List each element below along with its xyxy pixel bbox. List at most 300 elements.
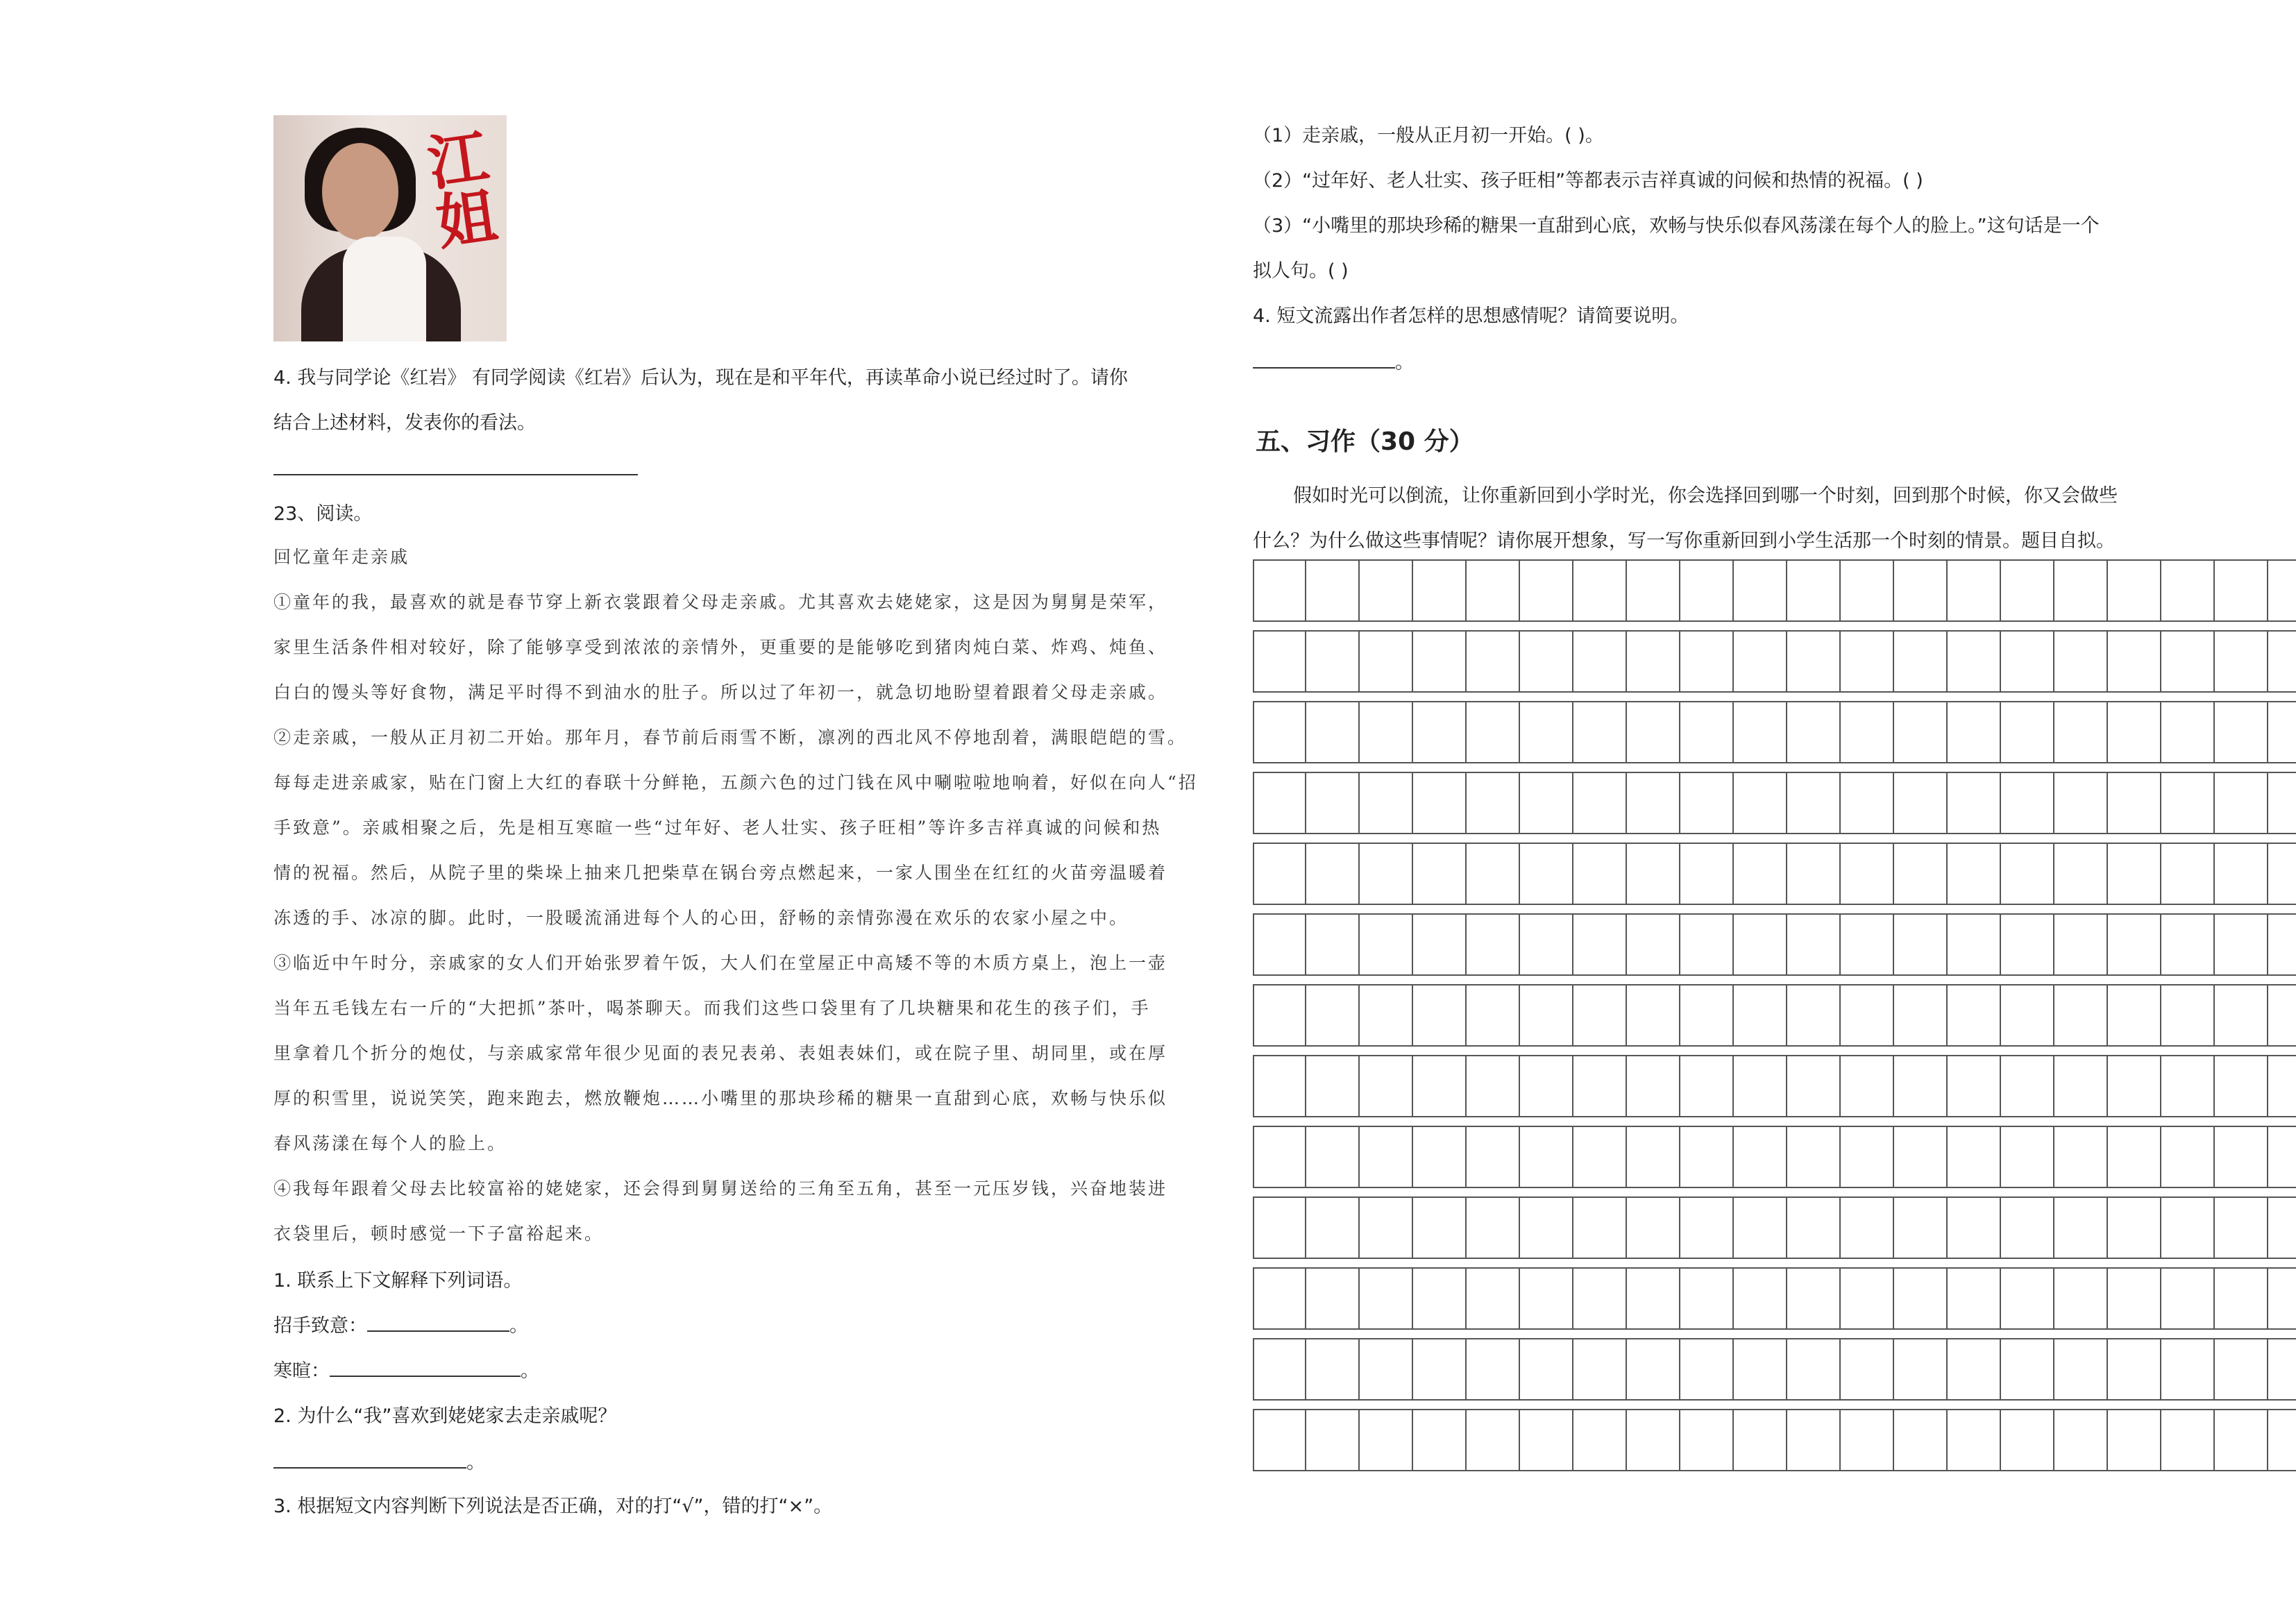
grid-cell[interactable] xyxy=(1306,561,1360,620)
grid-cell[interactable] xyxy=(1734,773,1787,833)
grid-cell[interactable] xyxy=(1894,915,1948,974)
grid-cell[interactable] xyxy=(1894,1410,1948,1470)
grid-cell[interactable] xyxy=(1734,1198,1787,1258)
grid-cell[interactable] xyxy=(2054,561,2108,620)
grid-cell[interactable] xyxy=(1520,986,1573,1045)
grid-cell[interactable] xyxy=(1627,1056,1680,1116)
grid-cell[interactable] xyxy=(2215,561,2268,620)
grid-cell[interactable] xyxy=(1306,773,1360,833)
grid-cell[interactable] xyxy=(1520,1269,1573,1328)
grid-cell[interactable] xyxy=(1787,1269,1841,1328)
grid-cell[interactable] xyxy=(1787,632,1841,691)
grid-cell[interactable] xyxy=(1306,632,1360,691)
grid-cell[interactable] xyxy=(1680,1269,1734,1328)
grid-cell[interactable] xyxy=(1360,632,1413,691)
grid-cell[interactable] xyxy=(1734,702,1787,762)
grid-cell[interactable] xyxy=(2215,1198,2268,1258)
grid-cell[interactable] xyxy=(1573,1410,1627,1470)
grid-cell[interactable] xyxy=(1520,561,1573,620)
grid-cell[interactable] xyxy=(1306,1269,1360,1328)
grid-cell[interactable] xyxy=(1413,632,1467,691)
grid-cell[interactable] xyxy=(1360,1127,1413,1187)
grid-cell[interactable] xyxy=(1787,1056,1841,1116)
grid-cell[interactable] xyxy=(2001,632,2054,691)
grid-cell[interactable] xyxy=(1787,844,1841,904)
grid-cell[interactable] xyxy=(2054,773,2108,833)
question-4-line-1: 4. 我与同学论《红岩》 有同学阅读《红岩》后认为，现在是和平年代，再读革命小说已经过时了。请你 xyxy=(273,367,1128,389)
grid-cell[interactable] xyxy=(1787,702,1841,762)
grid-cell[interactable] xyxy=(1467,1269,1520,1328)
grid-cell[interactable] xyxy=(1948,844,2001,904)
grid-cell[interactable] xyxy=(1948,1198,2001,1258)
grid-cell[interactable] xyxy=(1573,986,1627,1045)
grid-cell[interactable] xyxy=(2001,1127,2054,1187)
grid-cell[interactable] xyxy=(2108,1198,2161,1258)
grid-cell[interactable] xyxy=(1520,1410,1573,1470)
grid-cell[interactable] xyxy=(2108,1127,2161,1187)
passage-line: 厚的积雪里，说说笑笑，跑来跑去，燃放鞭炮……小嘴里的那块珍稀的糖果一直甜到心底，欢畅与快乐似 xyxy=(273,1088,1168,1108)
grid-cell[interactable] xyxy=(1253,1198,1306,1258)
answer-blank-q2[interactable] xyxy=(273,1449,466,1469)
grid-cell[interactable] xyxy=(2215,773,2268,833)
grid-cell[interactable] xyxy=(1253,561,1306,620)
grid-cell[interactable] xyxy=(1306,915,1360,974)
grid-cell[interactable] xyxy=(1413,844,1467,904)
grid-cell[interactable] xyxy=(1413,773,1467,833)
grid-cell[interactable] xyxy=(1627,561,1680,620)
grid-cell[interactable] xyxy=(2215,986,2268,1045)
grid-cell[interactable] xyxy=(1680,773,1734,833)
question-23-label: 23、阅读。 xyxy=(273,503,373,525)
period: 。 xyxy=(466,1452,485,1473)
grid-row xyxy=(1253,630,2296,693)
question-3: 3. 根据短文内容判断下列说法是否正确，对的打“√”，错的打“×”。 xyxy=(273,1496,833,1517)
grid-cell[interactable] xyxy=(1413,561,1467,620)
grid-cell[interactable] xyxy=(1467,1127,1520,1187)
grid-cell[interactable] xyxy=(2108,986,2161,1045)
photo-title-logo: 江姐 xyxy=(414,124,500,253)
grid-cell[interactable] xyxy=(1734,1339,1787,1399)
photo-scarf xyxy=(343,237,426,341)
grid-cell[interactable] xyxy=(1306,1127,1360,1187)
grid-cell[interactable] xyxy=(1894,844,1948,904)
grid-cell[interactable] xyxy=(2001,702,2054,762)
grid-cell[interactable] xyxy=(1894,1269,1948,1328)
grid-row xyxy=(1253,1409,2296,1471)
grid-cell[interactable] xyxy=(1894,702,1948,762)
grid-cell[interactable] xyxy=(1253,632,1306,691)
grid-cell[interactable] xyxy=(2161,1127,2215,1187)
grid-cell[interactable] xyxy=(1467,986,1520,1045)
grid-cell[interactable] xyxy=(1520,702,1573,762)
grid-cell[interactable] xyxy=(1573,1269,1627,1328)
grid-cell[interactable] xyxy=(2108,1269,2161,1328)
grid-cell[interactable] xyxy=(2054,1339,2108,1399)
grid-cell[interactable] xyxy=(1841,773,1894,833)
grid-cell[interactable] xyxy=(1467,844,1520,904)
grid-cell[interactable] xyxy=(1627,986,1680,1045)
grid-cell[interactable] xyxy=(1841,1269,1894,1328)
grid-cell[interactable] xyxy=(2215,915,2268,974)
grid-cell[interactable] xyxy=(2001,1339,2054,1399)
grid-cell[interactable] xyxy=(2161,1339,2215,1399)
question-1-item-b xyxy=(273,1355,539,1382)
grid-cell[interactable] xyxy=(1520,1056,1573,1116)
grid-cell[interactable] xyxy=(1360,773,1413,833)
grid-cell[interactable] xyxy=(2108,773,2161,833)
grid-cell[interactable] xyxy=(1841,1198,1894,1258)
grid-cell[interactable] xyxy=(1680,1127,1734,1187)
grid-cell[interactable] xyxy=(1948,1410,2001,1470)
grid-cell[interactable] xyxy=(2001,986,2054,1045)
photo-face xyxy=(322,143,398,240)
grid-cell[interactable] xyxy=(1787,1339,1841,1399)
answer-blank-zhaoshou[interactable] xyxy=(367,1312,509,1332)
passage-line: ③临近中午时分，亲戚家的女人们开始张罗着午饭，大人们在堂屋正中高矮不等的木质方桌上，泡上一壶 xyxy=(273,953,1168,973)
grid-row xyxy=(1253,1267,2296,1330)
grid-row xyxy=(1253,984,2296,1047)
passage-line: 当年五毛钱左右一斤的“大把抓”茶叶，喝茶聊天。而我们这些口袋里有了几块糖果和花生的孩子们，手 xyxy=(273,998,1151,1018)
grid-cell[interactable] xyxy=(1573,632,1627,691)
grid-cell[interactable] xyxy=(1627,632,1680,691)
grid-cell[interactable] xyxy=(2001,1056,2054,1116)
grid-cell[interactable] xyxy=(1306,844,1360,904)
period: 。 xyxy=(1395,352,1414,373)
grid-cell[interactable] xyxy=(2161,632,2215,691)
grid-cell[interactable] xyxy=(1467,773,1520,833)
grid-cell[interactable] xyxy=(1680,702,1734,762)
grid-cell[interactable] xyxy=(1573,773,1627,833)
grid-cell[interactable] xyxy=(1734,1410,1787,1470)
grid-cell[interactable] xyxy=(1520,1127,1573,1187)
grid-cell[interactable] xyxy=(1520,915,1573,974)
answer-blank-hanxuan[interactable] xyxy=(330,1357,521,1377)
grid-cell[interactable] xyxy=(1253,1127,1306,1187)
question-2: 2. 为什么“我”喜欢到姥姥家去走亲戚呢？ xyxy=(273,1405,617,1427)
grid-cell[interactable] xyxy=(1948,561,2001,620)
grid-cell[interactable] xyxy=(1894,773,1948,833)
grid-cell[interactable] xyxy=(2054,986,2108,1045)
grid-cell[interactable] xyxy=(1627,1339,1680,1399)
grid-cell[interactable] xyxy=(1573,915,1627,974)
grid-cell[interactable] xyxy=(1894,986,1948,1045)
grid-cell[interactable] xyxy=(1627,702,1680,762)
grid-cell[interactable] xyxy=(1467,1198,1520,1258)
passage-line: ④我每年跟着父母去比较富裕的姥姥家，还会得到舅舅送给的三角至五角，甚至一元压岁钱，兴奋地装进 xyxy=(273,1178,1168,1199)
grid-cell[interactable] xyxy=(1734,632,1787,691)
answer-line-q4[interactable] xyxy=(273,474,638,475)
grid-cell[interactable] xyxy=(2054,1127,2108,1187)
passage-line: ②走亲戚，一般从正月初二开始。那年月，春节前后雨雪不断，凛冽的西北风不停地刮着，满眼皑皑的雪。 xyxy=(273,727,1188,747)
grid-cell[interactable] xyxy=(2054,915,2108,974)
grid-cell[interactable] xyxy=(1734,1127,1787,1187)
grid-row xyxy=(1253,1055,2296,1117)
grid-cell[interactable] xyxy=(1306,1410,1360,1470)
question-4-right: 4. 短文流露出作者怎样的思想感情呢？请简要说明。 xyxy=(1253,305,1689,327)
grid-cell[interactable] xyxy=(2215,1269,2268,1328)
grid-cell[interactable] xyxy=(2161,773,2215,833)
grid-row xyxy=(1253,1196,2296,1259)
grid-cell[interactable] xyxy=(1894,1056,1948,1116)
grid-cell[interactable] xyxy=(1413,986,1467,1045)
grid-row xyxy=(1253,913,2296,976)
writing-prompt-line-1: 假如时光可以倒流，让你重新回到小学时光，你会选择回到哪一个时刻，回到那个时候，你又会做些 xyxy=(1293,485,2118,507)
grid-cell[interactable] xyxy=(1360,561,1413,620)
grid-cell[interactable] xyxy=(2161,915,2215,974)
grid-cell[interactable] xyxy=(1360,1339,1413,1399)
grid-cell[interactable] xyxy=(1253,1410,1306,1470)
grid-cell[interactable] xyxy=(1627,915,1680,974)
grid-cell[interactable] xyxy=(2001,915,2054,974)
grid-cell[interactable] xyxy=(2108,632,2161,691)
grid-cell[interactable] xyxy=(1573,702,1627,762)
grid-cell[interactable] xyxy=(1520,632,1573,691)
grid-cell[interactable] xyxy=(1841,561,1894,620)
grid-cell[interactable] xyxy=(1253,1339,1306,1399)
grid-cell[interactable] xyxy=(2054,1056,2108,1116)
writing-prompt-line-2: 什么？为什么做这些事情呢？请你展开想象，写一写你重新回到小学生活那一个时刻的情景。题目自拟。 xyxy=(1253,530,2115,552)
grid-cell[interactable] xyxy=(1894,561,1948,620)
grid-cell[interactable] xyxy=(1894,632,1948,691)
grid-cell[interactable] xyxy=(1734,1056,1787,1116)
grid-cell[interactable] xyxy=(2001,844,2054,904)
grid-cell[interactable] xyxy=(1680,1339,1734,1399)
grid-cell[interactable] xyxy=(1787,1198,1841,1258)
grid-cell[interactable] xyxy=(1467,632,1520,691)
grid-cell[interactable] xyxy=(2108,1410,2161,1470)
grid-cell[interactable] xyxy=(1734,844,1787,904)
grid-cell[interactable] xyxy=(1948,1339,2001,1399)
grid-cell[interactable] xyxy=(1520,844,1573,904)
grid-cell[interactable] xyxy=(2054,632,2108,691)
grid-cell[interactable] xyxy=(2001,561,2054,620)
grid-cell[interactable] xyxy=(1306,986,1360,1045)
grid-cell[interactable] xyxy=(1734,986,1787,1045)
grid-cell[interactable] xyxy=(1627,1198,1680,1258)
judge-item-3-line-2: 拟人句。( ) xyxy=(1253,260,1349,282)
grid-cell[interactable] xyxy=(1680,1410,1734,1470)
grid-cell[interactable] xyxy=(1467,915,1520,974)
grid-cell[interactable] xyxy=(1413,1198,1467,1258)
grid-cell[interactable] xyxy=(1306,702,1360,762)
passage-line: 家里生活条件相对较好，除了能够享受到浓浓的亲情外，更重要的是能够吃到猪肉炖白菜、炸鸡、炖鱼、 xyxy=(273,637,1168,657)
grid-cell[interactable] xyxy=(1520,1339,1573,1399)
grid-cell[interactable] xyxy=(1413,1056,1467,1116)
grid-cell[interactable] xyxy=(1467,561,1520,620)
grid-cell[interactable] xyxy=(1787,986,1841,1045)
grid-cell[interactable] xyxy=(1253,915,1306,974)
grid-cell[interactable] xyxy=(2054,844,2108,904)
grid-cell[interactable] xyxy=(2161,1269,2215,1328)
grid-cell[interactable] xyxy=(2108,1339,2161,1399)
grid-cell[interactable] xyxy=(2108,844,2161,904)
grid-cell[interactable] xyxy=(2054,1269,2108,1328)
grid-cell[interactable] xyxy=(1360,915,1413,974)
grid-cell[interactable] xyxy=(1573,1056,1627,1116)
grid-cell[interactable] xyxy=(1253,1269,1306,1328)
grid-cell[interactable] xyxy=(2161,986,2215,1045)
judge-item-2: （2）“过年好、老人壮实、孩子旺相”等都表示吉祥真诚的问候和热情的祝福。( ) xyxy=(1253,170,1923,192)
grid-cell[interactable] xyxy=(1253,702,1306,762)
judge-item-1: （1）走亲戚，一般从正月初一开始。( )。 xyxy=(1253,125,1604,146)
grid-cell[interactable] xyxy=(2054,1410,2108,1470)
grid-cell[interactable] xyxy=(1680,915,1734,974)
passage-line: ①童年的我，最喜欢的就是春节穿上新衣裳跟着父母走亲戚。尤其喜欢去姥姥家，这是因为舅舅是荣军， xyxy=(273,592,1168,612)
grid-cell[interactable] xyxy=(1680,844,1734,904)
grid-cell[interactable] xyxy=(1787,915,1841,974)
grid-cell[interactable] xyxy=(2215,632,2268,691)
grid-cell[interactable] xyxy=(1520,773,1573,833)
grid-cell[interactable] xyxy=(1841,1127,1894,1187)
grid-cell[interactable] xyxy=(1360,844,1413,904)
grid-cell[interactable] xyxy=(1948,632,2001,691)
grid-cell[interactable] xyxy=(1948,702,2001,762)
grid-cell[interactable] xyxy=(2161,1056,2215,1116)
grid-cell[interactable] xyxy=(1253,986,1306,1045)
grid-cell[interactable] xyxy=(1573,1198,1627,1258)
grid-cell[interactable] xyxy=(1894,1127,1948,1187)
question-1-item-a xyxy=(273,1310,528,1337)
grid-cell[interactable] xyxy=(1680,632,1734,691)
left-column xyxy=(273,0,1207,1624)
grid-cell[interactable] xyxy=(2215,1127,2268,1187)
grid-cell[interactable] xyxy=(1467,1056,1520,1116)
grid-cell[interactable] xyxy=(2054,1198,2108,1258)
passage-line: 手致意”。亲戚相聚之后，先是相互寒暄一些“过年好、老人壮实、孩子旺相”等许多吉祥真诚的问候和热 xyxy=(273,818,1162,838)
grid-cell[interactable] xyxy=(1841,1339,1894,1399)
grid-cell[interactable] xyxy=(2161,1410,2215,1470)
grid-cell[interactable] xyxy=(1680,1198,1734,1258)
grid-cell[interactable] xyxy=(1787,1127,1841,1187)
grid-cell[interactable] xyxy=(1520,1198,1573,1258)
period: 。 xyxy=(509,1315,528,1337)
grid-cell[interactable] xyxy=(1948,1269,2001,1328)
grid-cell[interactable] xyxy=(2161,702,2215,762)
grid-cell[interactable] xyxy=(1948,915,2001,974)
grid-cell[interactable] xyxy=(1734,1269,1787,1328)
grid-cell[interactable] xyxy=(1787,773,1841,833)
grid-cell[interactable] xyxy=(1253,844,1306,904)
grid-cell[interactable] xyxy=(1413,1410,1467,1470)
grid-cell[interactable] xyxy=(1948,1056,2001,1116)
grid-cell[interactable] xyxy=(2161,561,2215,620)
grid-cell[interactable] xyxy=(1734,561,1787,620)
grid-cell[interactable] xyxy=(2215,1410,2268,1470)
grid-cell[interactable] xyxy=(1948,773,2001,833)
grid-cell[interactable] xyxy=(1948,986,2001,1045)
grid-cell[interactable] xyxy=(1734,915,1787,974)
grid-cell[interactable] xyxy=(1894,1198,1948,1258)
grid-cell[interactable] xyxy=(1841,702,1894,762)
question-1: 1. 联系上下文解释下列词语。 xyxy=(273,1270,523,1292)
grid-cell[interactable] xyxy=(1841,632,1894,691)
jiang-jie-photo xyxy=(273,115,507,341)
grid-cell[interactable] xyxy=(2001,1410,2054,1470)
grid-cell[interactable] xyxy=(2161,844,2215,904)
grid-cell[interactable] xyxy=(1360,1198,1413,1258)
grid-cell[interactable] xyxy=(1360,1410,1413,1470)
grid-cell[interactable] xyxy=(1841,844,1894,904)
grid-cell[interactable] xyxy=(1680,986,1734,1045)
grid-cell[interactable] xyxy=(2215,844,2268,904)
grid-cell[interactable] xyxy=(1680,561,1734,620)
grid-cell[interactable] xyxy=(1787,561,1841,620)
grid-cell[interactable] xyxy=(1841,986,1894,1045)
grid-cell[interactable] xyxy=(1413,915,1467,974)
grid-cell[interactable] xyxy=(2108,561,2161,620)
passage-line: 里拿着几个折分的炮仗，与亲戚家常年很少见面的表兄表弟、表姐表妹们，或在院子里、胡同里，或在厚 xyxy=(273,1043,1168,1063)
question-4-line-2: 结合上述材料，发表你的看法。 xyxy=(273,412,536,434)
grid-cell[interactable] xyxy=(2108,1056,2161,1116)
grid-cell[interactable] xyxy=(1413,1269,1467,1328)
passage-line: 白白的馒头等好食物，满足平时得不到油水的肚子。所以过了年初一，就急切地盼望着跟着父母走亲戚。 xyxy=(273,682,1168,702)
grid-cell[interactable] xyxy=(1573,1339,1627,1399)
grid-cell[interactable] xyxy=(2001,1269,2054,1328)
grid-cell[interactable] xyxy=(1680,1056,1734,1116)
passage-line: 每每走进亲戚家，贴在门窗上大红的春联十分鲜艳，五颜六色的过门钱在风中唰啦啦地响着，好似在向人“招 xyxy=(273,772,1198,793)
right-column xyxy=(1253,0,2296,1624)
grid-cell[interactable] xyxy=(1841,915,1894,974)
grid-row xyxy=(1253,772,2296,834)
grid-cell[interactable] xyxy=(1413,1127,1467,1187)
grid-cell[interactable] xyxy=(2001,1198,2054,1258)
grid-cell[interactable] xyxy=(1253,1056,1306,1116)
grid-cell[interactable] xyxy=(1306,1339,1360,1399)
grid-cell[interactable] xyxy=(1413,1339,1467,1399)
grid-cell[interactable] xyxy=(1360,702,1413,762)
grid-row xyxy=(1253,843,2296,905)
grid-cell[interactable] xyxy=(2215,1339,2268,1399)
grid-cell[interactable] xyxy=(1306,1198,1360,1258)
grid-cell[interactable] xyxy=(1467,1339,1520,1399)
grid-cell[interactable] xyxy=(1948,1127,2001,1187)
grid-cell[interactable] xyxy=(1627,1410,1680,1470)
grid-cell[interactable] xyxy=(2215,702,2268,762)
grid-cell[interactable] xyxy=(1787,1410,1841,1470)
grid-cell[interactable] xyxy=(1841,1410,1894,1470)
grid-cell[interactable] xyxy=(1360,1056,1413,1116)
answer-blank-q4-right[interactable] xyxy=(1253,349,1395,369)
grid-cell[interactable] xyxy=(1573,1127,1627,1187)
grid-row xyxy=(1253,559,2296,622)
passage-line: 冻透的手、冰凉的脚。此时，一股暖流涌进每个人的心田，舒畅的亲情弥漫在欢乐的农家小屋之中。 xyxy=(273,908,1129,928)
grid-cell[interactable] xyxy=(1627,1127,1680,1187)
grid-cell[interactable] xyxy=(1627,1269,1680,1328)
grid-cell[interactable] xyxy=(1253,773,1306,833)
question-2-answer xyxy=(273,1447,485,1474)
grid-cell[interactable] xyxy=(1413,702,1467,762)
grid-cell[interactable] xyxy=(2054,702,2108,762)
grid-cell[interactable] xyxy=(1306,1056,1360,1116)
passage-line: 衣袋里后，顿时感觉一下子富裕起来。 xyxy=(273,1224,605,1244)
grid-cell[interactable] xyxy=(2001,773,2054,833)
grid-cell[interactable] xyxy=(1627,773,1680,833)
grid-cell[interactable] xyxy=(2108,702,2161,762)
passage-line: 情的祝福。然后，从院子里的柴垛上抽来几把柴草在锅台旁点燃起来，一家人围坐在红红的火苗旁温暖着 xyxy=(273,863,1168,883)
grid-cell[interactable] xyxy=(2215,1056,2268,1116)
grid-cell[interactable] xyxy=(1360,1269,1413,1328)
grid-cell[interactable] xyxy=(1627,844,1680,904)
grid-cell[interactable] xyxy=(1573,844,1627,904)
grid-cell[interactable] xyxy=(1894,1339,1948,1399)
grid-cell[interactable] xyxy=(1573,561,1627,620)
grid-cell[interactable] xyxy=(1467,1410,1520,1470)
grid-cell[interactable] xyxy=(1360,986,1413,1045)
grid-cell[interactable] xyxy=(2108,915,2161,974)
grid-cell[interactable] xyxy=(2161,1198,2215,1258)
grid-cell[interactable] xyxy=(1467,702,1520,762)
grid-cell[interactable] xyxy=(1841,1056,1894,1116)
